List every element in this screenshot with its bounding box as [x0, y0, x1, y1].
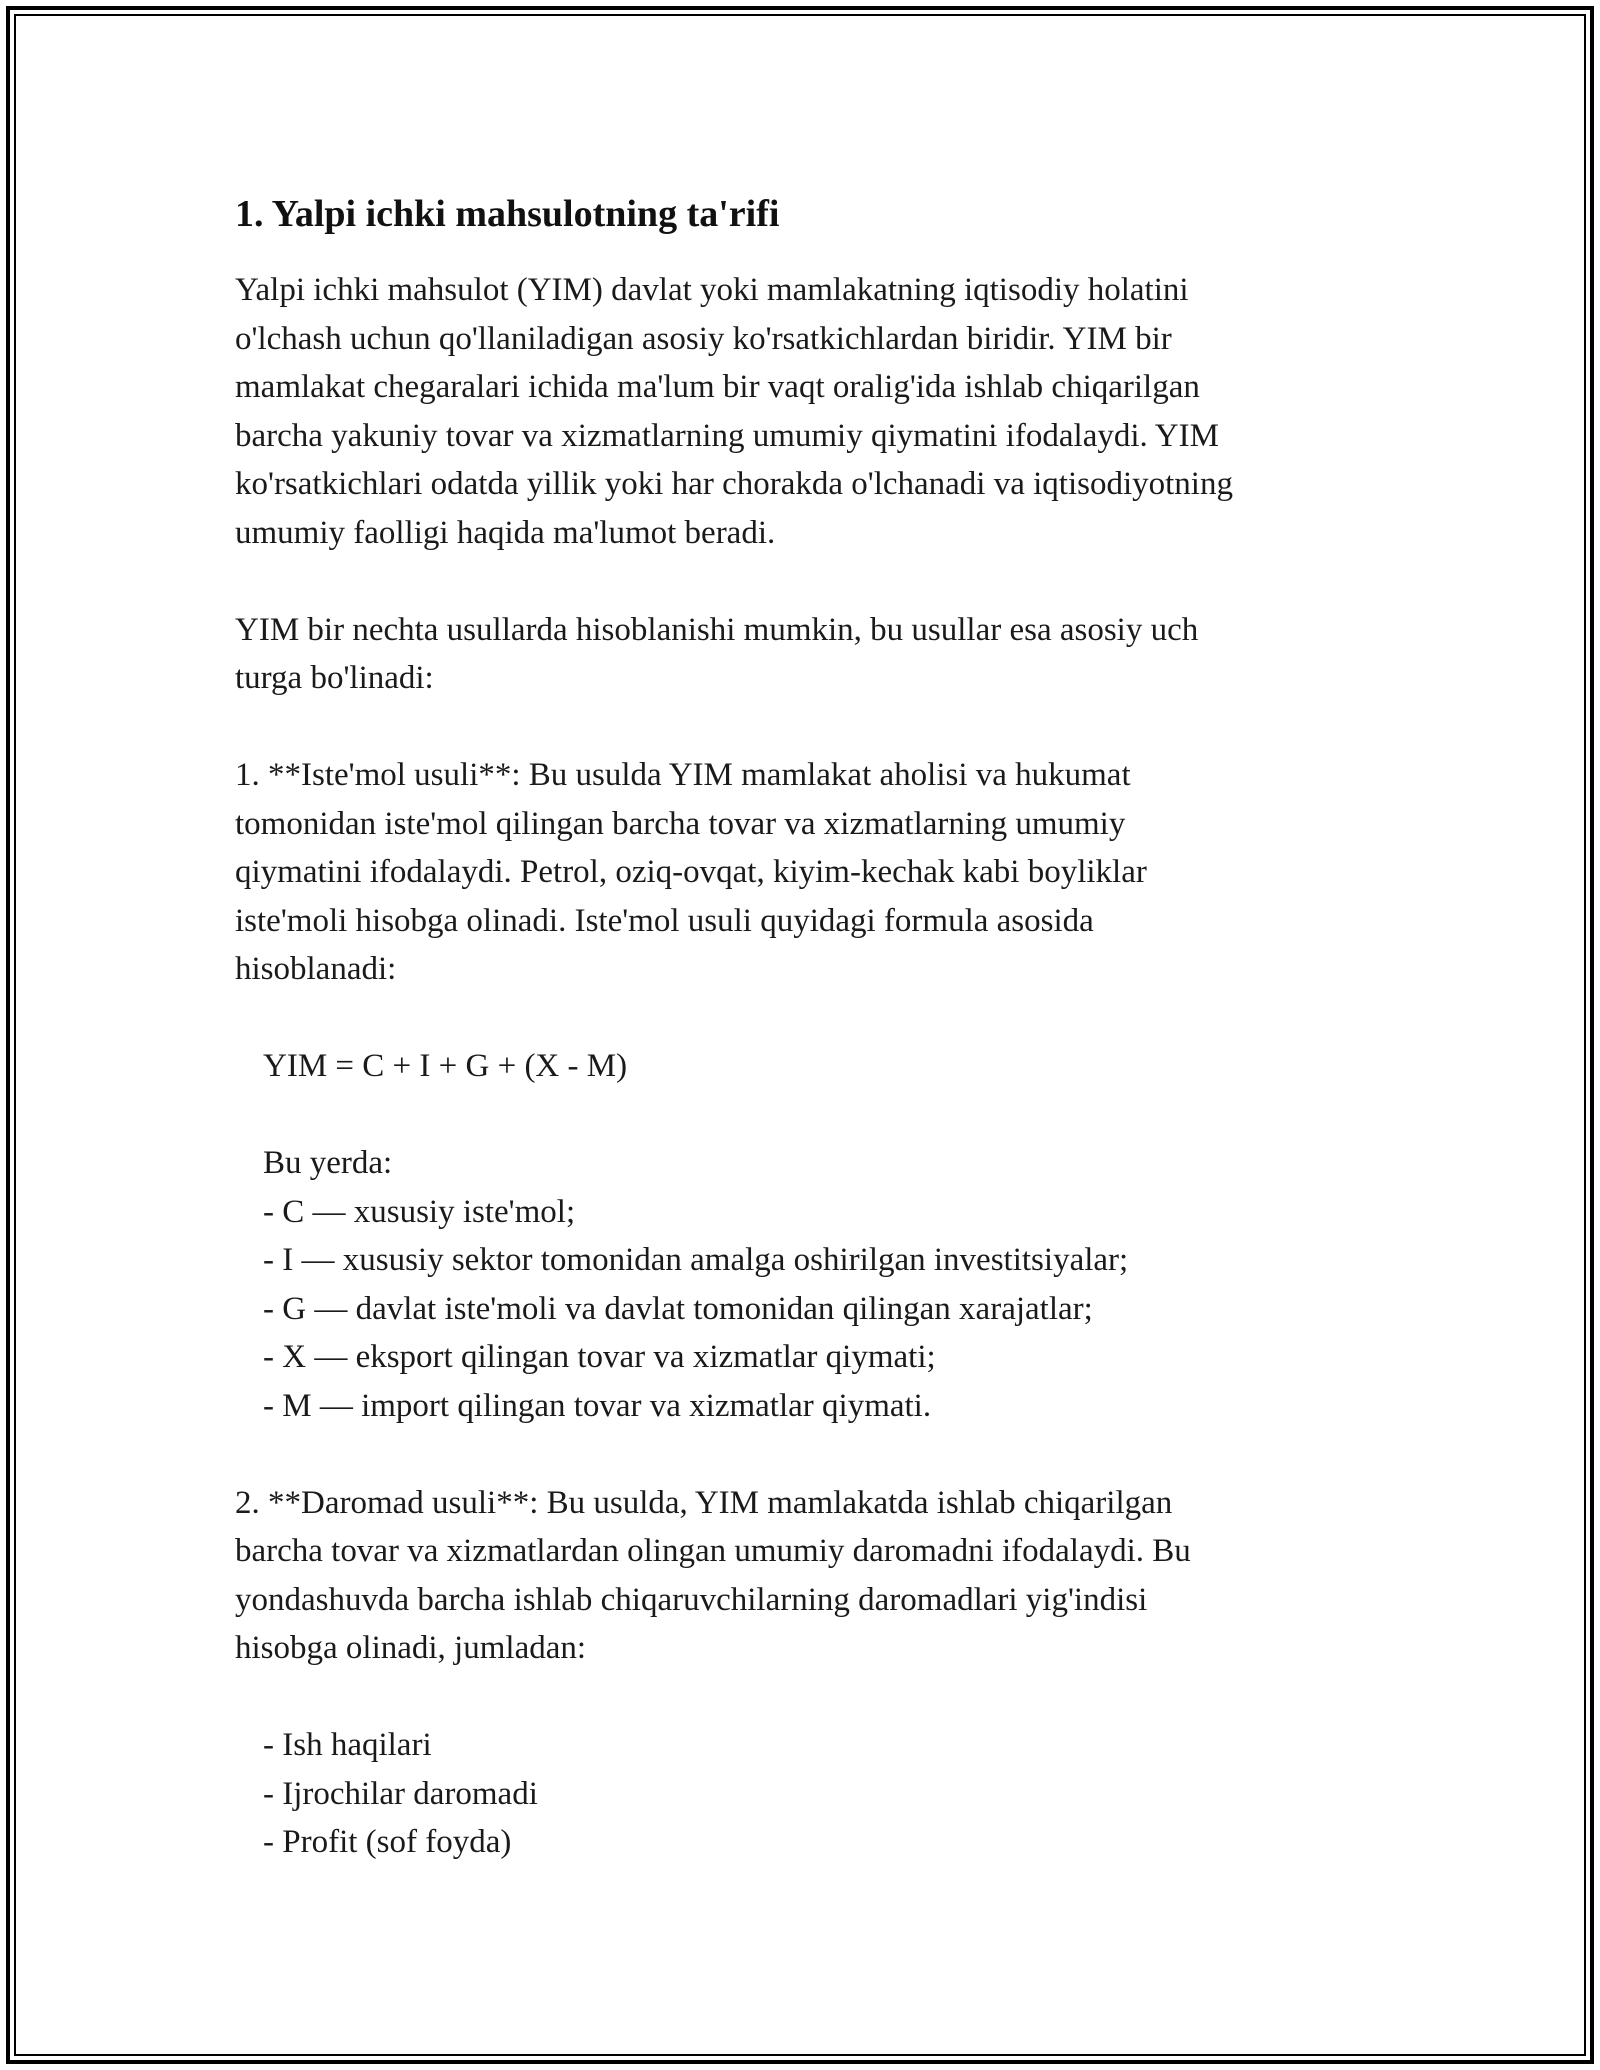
list-item: - Ish haqilari [263, 1727, 432, 1763]
list-item: - Profit (sof foyda) [263, 1824, 512, 1860]
formula: YIM = C + I + G + (X - M) [263, 1048, 628, 1084]
list-item: - Ijrochilar daromadi [263, 1775, 538, 1812]
paragraph-gap [235, 557, 1365, 606]
text-line: turga bo'linadi: [235, 660, 434, 696]
text-line: barcha yakuniy tovar va xizmatlarning umumiy qiymatini ifodalaydi. YIM [235, 417, 1219, 454]
section-heading: 1. Yalpi ichki mahsulotning ta'rifi [235, 193, 780, 235]
text-line: Yalpi ichki mahsulot (YIM) davlat yoki mamlakatning iqtisodiy holatini [235, 272, 1189, 308]
term-item: - C — xususiy iste'mol; [263, 1193, 576, 1230]
text-line: iste'moli hisobga olinadi. Iste'mol usuli quyidagi formula asosida [235, 902, 1094, 939]
paragraph-gap [235, 1091, 1365, 1140]
formula-terms [235, 1139, 1365, 1430]
term-item: - M — import qilingan tovar va xizmatlar qiymati. [263, 1387, 932, 1424]
method-2-paragraph [235, 1479, 1365, 1673]
text-line: tomonidan iste'mol qilingan barcha tovar va xizmatlarning umumiy [235, 805, 1126, 842]
text-line: YIM bir nechta usullarda hisoblanishi mumkin, bu usullar esa asosiy uch [235, 611, 1199, 648]
text-line: qiymatini ifodalaydi. Petrol, oziq-ovqat, kiyim-kechak kabi boyliklar [235, 854, 1147, 890]
paragraph-gap [235, 994, 1365, 1043]
term-item: - G — davlat iste'moli va davlat tomonidan qilingan xarajatlar; [263, 1290, 1093, 1327]
text-line: 2. **Daromad usuli**: Bu usulda, YIM mamlakatda ishlab chiqarilgan [235, 1484, 1173, 1521]
text-line: mamlakat chegaralari ichida ma'lum bir vaqt oralig'ida ishlab chiqarilgan [235, 369, 1200, 405]
term-item: - X — eksport qilingan tovar va xizmatlar qiymati; [263, 1339, 936, 1375]
text-line: yondashuvda barcha ishlab chiqaruvchilarning daromadlari yig'indisi [235, 1581, 1148, 1618]
term-item: - I — xususiy sektor tomonidan amalga oshirilgan investitsiyalar; [263, 1242, 1129, 1278]
paragraph-gap [235, 703, 1365, 752]
text-line: barcha tovar va xizmatlardan olingan umumiy daromadni ifodalaydi. Bu [235, 1533, 1191, 1569]
text-line: hisobga olinadi, jumladan: [235, 1630, 587, 1666]
where-label: Bu yerda: [263, 1145, 393, 1181]
methods-intro-paragraph [235, 606, 1365, 703]
income-items-list [235, 1721, 1365, 1867]
document-body [235, 190, 1365, 1867]
text-line: ko'rsatkichlari odatda yillik yoki har chorakda o'lchanadi va iqtisodiyotning [235, 466, 1233, 502]
text-line: o'lchash uchun qo'llaniladigan asosiy ko'rsatkichlardan biridir. YIM bir [235, 320, 1172, 357]
paragraph-gap [235, 1673, 1365, 1722]
paragraph-gap [235, 1430, 1365, 1479]
text-line: umumiy faolligi haqida ma'lumot beradi. [235, 514, 776, 551]
method-1-paragraph [235, 751, 1365, 994]
intro-paragraph [235, 266, 1365, 557]
text-line: 1. **Iste'mol usuli**: Bu usulda YIM mamlakat aholisi va hukumat [235, 757, 1131, 793]
text-line: hisoblanadi: [235, 951, 397, 987]
